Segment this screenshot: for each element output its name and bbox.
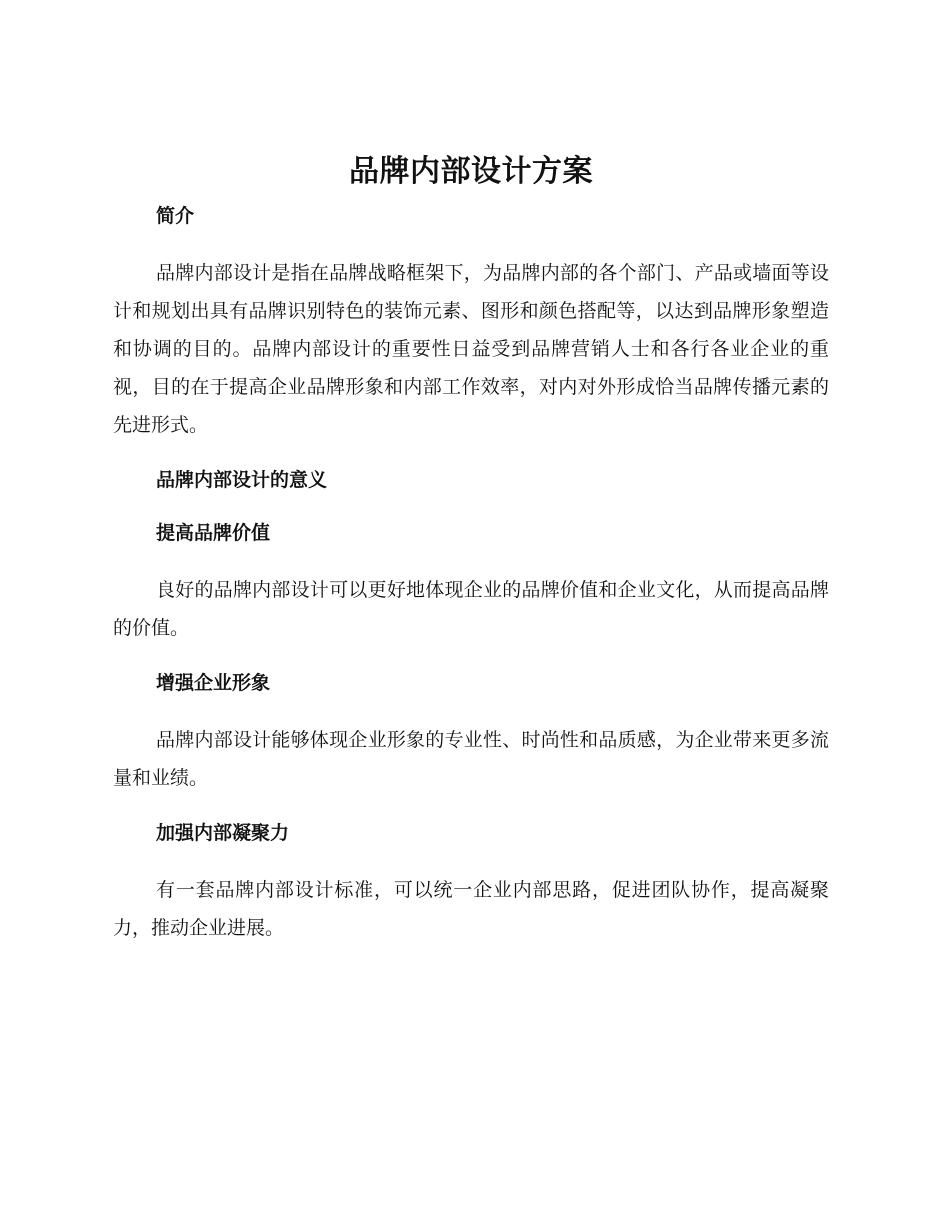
- spacer: [113, 848, 829, 871]
- spacer: [113, 495, 829, 518]
- section-paragraph-cohesion: 有一套品牌内部设计标准，可以统一企业内部思路，促进团队协作，提高凝聚力，推动企业进展。: [113, 879, 829, 939]
- section-heading-intro: 简介: [156, 205, 195, 227]
- spacer: [113, 797, 829, 818]
- section-paragraph-brand-value: 良好的品牌内部设计可以更好地体现企业的品牌价值和企业文化，从而提高品牌的价值。: [113, 579, 829, 639]
- section-heading-corporate-image: 增强企业形象: [156, 672, 271, 694]
- section-paragraph-intro: 品牌内部设计是指在品牌战略框架下，为品牌内部的各个部门、产品或墙面等设计和规划出具有品牌识别特色的装饰元素、图形和颜色搭配等，以达到品牌形象塑造和协调的目的。品牌内部设计的重要性日益受到品牌营销人士和各行各业企业的重视，目的在于提高企业品牌形象和内部工作效率，对内对外形成恰当品牌传播元素的先进形式。: [113, 262, 829, 436]
- section-paragraph-corporate-image: 品牌内部设计能够体现企业形象的专业性、时尚性和品质感，为企业带来更多流量和业绩。: [113, 729, 829, 789]
- spacer: [113, 444, 829, 465]
- spacer: [113, 231, 829, 254]
- section-heading-cohesion: 加强内部凝聚力: [156, 822, 290, 844]
- spacer: [113, 647, 829, 668]
- section-heading-brand-value: 提高品牌价值: [156, 522, 271, 544]
- document-title: 品牌内部设计方案: [349, 154, 593, 189]
- section-heading-significance: 品牌内部设计的意义: [156, 469, 328, 491]
- document-page: [113, 150, 829, 947]
- spacer: [113, 548, 829, 571]
- spacer: [113, 698, 829, 721]
